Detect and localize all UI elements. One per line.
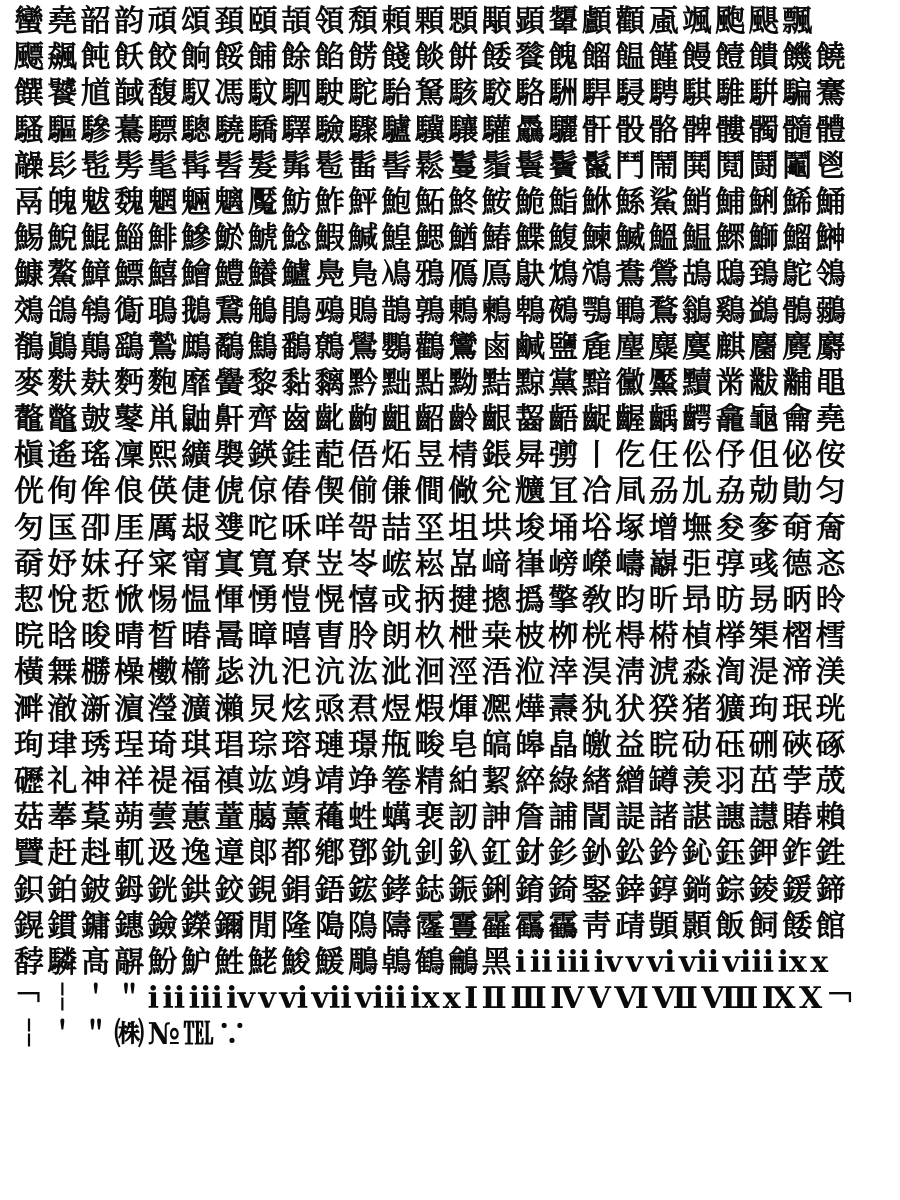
glyph-row-16: 奣妤妺孖寀甯寘寬尞岦岺峵崧嵓﨑嵂嵭嶸嶹巐弡弴彧德忞 <box>14 546 849 582</box>
glyph-row-9: 鵁鴿鴾鵆鵈鵝鵞鵤鵑鵐鵙鵲鶉鶇鶫鵯鵺鶚鶤鶩鶲鷄鷁鶻鶸 <box>14 293 849 329</box>
glyph-row-2: 飃飆飩飫餃餉餒餔餘餡餝餞餤餠餧餮餽餾饂饉饅饐饋饑饒 <box>14 40 849 76</box>
glyph-row-27: 馞驎髙髜魵魲鮏鮱鮻鰀鵰鵫鶴鸙黑ⅰⅱⅲⅳⅴⅵⅶⅷⅸⅹ <box>14 944 832 980</box>
glyph-row-20: 溿澈澵濵瀅瀇瀨炅炫焏焄煜煆煇凞燁燾犱犾猤猪獷玽珉珖 <box>14 691 849 727</box>
glyph-row-12: 鼇鼈皷鼕鼡鼬鼾齊齒齔齣齟齠齡齦齧齬齪齷齲齶龕龜龠堯 <box>14 402 849 438</box>
glyph-row-5: 髞髟髢髣髦髯髫髮髴髱髷髻鬆鬘鬚鬟鬢鬣鬥鬧鬨鬩鬪鬮鬯 <box>14 148 849 184</box>
glyph-row-25: 鉙鉑鈹鉧銧鉷鉸鋧鋗鋙鋐﨧鋕鋠鋓錥錡鋻﨨錞鋿錝錂鍰鍗 <box>14 872 849 908</box>
kanji-glyph-sheet <box>14 4 886 1053</box>
glyph-row-23: 菇菶葈蒴蕓蕙蕫﨟薰蘒﨡蠇裵訒訷詹誧誾諟諸諶譓譿賰賴 <box>14 800 849 836</box>
glyph-row-13: 槇遙瑤凜熙纊褜鍈銈蓜俉炻昱棈鋹曻彅丨仡仼伀伃伹佖侒 <box>14 438 849 474</box>
glyph-row-18: 晥晗晙晴晳暙暠暲暿曺朎朗杦枻桒柀栁桄棏﨓楨﨔榘槢樰 <box>14 619 849 655</box>
glyph-row-26: 鎤鏆鏞鏸鐱鑅鑈閒隆﨩隝隯霳霻靃靍靏靑靕顗顥飯飼餧館 <box>14 908 849 944</box>
glyph-row-21: 珣珒琇珵琦琪琩琮瑢璉璟甁畯皂皜皞皛皦益睆劯砡硎硤硺 <box>14 727 849 763</box>
glyph-row-29: ￤＇＂㈱№℡∵ <box>14 1017 251 1053</box>
glyph-row-7: 鯣鯢鯤鯔鯡鰺鯲鯱鯰鰕鰔鰉鰓鰌鰆鰈鰒鰊鰄鰮鰛鰥鰤鰡鰰 <box>14 221 849 257</box>
glyph-row-28: ￢￤＇＂ⅰⅱⅲⅳⅴⅵⅶⅷⅸⅹⅠⅡⅢⅣⅤⅥⅦⅧⅨⅩ￢ <box>14 981 859 1017</box>
glyph-row-14: 侊侚侔俍偀倢俿倞偆偰偂傔僴僘兊兤冝冾凬刕劜劦勀勛匀 <box>14 474 849 510</box>
glyph-row-19: 橫橆橳橾櫢櫤毖氿汜沆汯泚洄涇浯涖涬淏淸淲淼渹湜渧渼 <box>14 655 849 691</box>
glyph-row-22: 礰礼神祥禔福禛竑竧靖竫箞精絈絜綷綠緖繒罇羡羽茁荢荿 <box>14 763 849 799</box>
glyph-row-8: 鱇鰲鱆鰾鱚鱠鱧鱶鱸鳧鳬鳰鴉鴈鳫鴃鴆鴪鴦鶯鴣鴟鵄鴕鴒 <box>14 257 849 293</box>
glyph-row-24: 贒赶﨣軏﨤逸遧郞都鄕鄧釚釗釞釭釮釤釥鈆鈐鈊鈺鉀鈼鉎 <box>14 836 849 872</box>
glyph-row-6: 鬲魄魃魏魍魎魑魘魴鮓鮃鮑鮖鮗鮟鮠鮨鮴鯀鯊鮹鯆鯏鯑鯒 <box>14 184 849 220</box>
glyph-row-1: 蠻堯韶韵頑頌頚頤頡領頽頼顆顋顒顕顰顱顴颪颯颮颶飄 <box>14 4 816 39</box>
glyph-row-17: 恝悅悊惞惕愠惲愑愷愰憘戓抦揵摠撝擎敎昀昕昻昉昮昞昤 <box>14 583 849 618</box>
glyph-row-4: 騷驅驂驀驃驄驍驕驛驗驟驢驥驤驩驫驪骭骰骼髀髏髑髓體 <box>14 112 849 148</box>
glyph-row-11: 麥麩麸麪麭靡黌黎黏黐黔黜點黝黠黥黨黯黴黶黷黹黻黼黽 <box>14 365 849 401</box>
glyph-row-3: 饌饕馗馘馥馭馮馼駟駛駝駘駑駭駮駱駲駻駸騁騏騅騈騙騫 <box>14 76 849 112</box>
glyph-row-10: 鶺鷆鷏鷂鷙鷓鷸鷦鷭鷯鷽鸚鸛鸞鹵鹹鹽麁麈麋麌麒麕麑麝 <box>14 329 849 365</box>
glyph-row-15: 匇匤卲厓厲叝﨎咜咊咩哿喆坙坥垬埈埇﨏塚增墲夋奓奛奝 <box>14 510 849 546</box>
